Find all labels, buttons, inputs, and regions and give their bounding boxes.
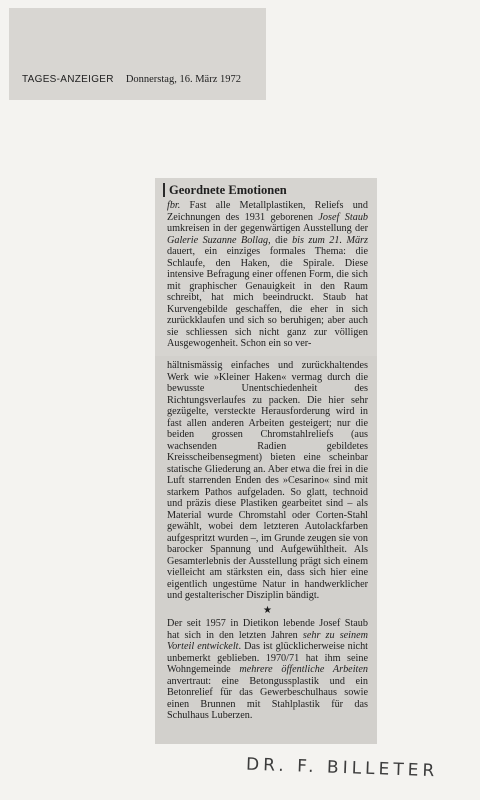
article-clipping-lower (155, 356, 377, 744)
article-paragraph (167, 200, 368, 350)
article-column-upper (167, 200, 368, 350)
article-headline: Geordnete Emotionen (163, 183, 287, 197)
text-run: anvertraut: eine Betongussplastik und ein Betonrelief für das Gewerbeschulhaus sowie einen Brunnen mit Stahlplastik für das Schulhaus Luberzen. (167, 675, 368, 721)
article-column-lower (167, 360, 368, 722)
emphasis-run: fbr. (167, 200, 190, 211)
emphasis-run: Galerie Suzanne Bollag (167, 234, 269, 246)
section-divider-star: ★ (263, 604, 272, 616)
text-run: Fast alle Metallplastiken, Reliefs und Zeichnungen des 1931 geborenen (167, 200, 368, 223)
issue-date: Donnerstag, 16. März 1972 (125, 74, 241, 85)
masthead-clipping (9, 8, 266, 100)
article-paragraph (167, 618, 368, 722)
article-paragraph (167, 360, 368, 602)
newspaper-name: TAGES-ANZEIGER (22, 74, 114, 85)
text-run: Der seit 1957 in Dietikon lebende Josef Staub hat sich in den letzten Jahren (167, 618, 368, 641)
emphasis-run: Josef Staub (318, 211, 369, 223)
text-run: , die (268, 234, 293, 246)
emphasis-run: mehrere öffentliche Arbeiten (239, 664, 368, 675)
text-run: . Das ist glücklicherweise nicht unbemerkt geblieben. 1970/71 hat ihm seine Wohngemeinde (167, 641, 369, 675)
handwritten-signature: DR. F. BILLETER (245, 754, 439, 782)
emphasis-run: bis zum 21. März (292, 234, 368, 246)
article-clipping-upper (155, 178, 377, 356)
emphasis-run: sehr zu seinem Vorteil entwickelt (167, 629, 368, 652)
masthead-line (22, 74, 258, 85)
text-run: umkreisen in der gegenwärtigen Ausstellung der (167, 223, 368, 234)
text-run: hältnismässig einfaches und zurückhaltendes Werk wie »Kleiner Haken« vermag durch die bewusste Unentschiedenheit des Richtungsverlaufes zu packen. Die hier sehr gezügelte, versteckte Herausforderung wird in fast allen anderen Arbeiten gesteigert; nur die beiden grossen Chromstahlreliefs (aus wachsenden Radien gebildetes Kreisscheibensegment) bieten eine scheinbar statische Gliederung an. Aber etwa die frei in die Luft starrenden Enden des »Cesarino« sind mit starkem Pathos aufgeladen. So glatt, technoid und präzis diese Plastiken gearbeitet sind – als Material wurde Chromstahl oder Corten-Stahl gewählt, wobei dem letzteren Autolackfarben aufgespritzt wurden –, im Grunde zeugen sie von barocker Spannung und Aufgewühltheit. Als Gesamterlebnis der Ausstellung prägt sich einem vielleicht am stärksten ein, dass sich hier eine eigentlich ungestüme Natur in handwerklicher und gestalterischer Disziplin bändigt. (167, 360, 368, 601)
text-run: dauert, ein einziges formales Thema: die Schlaufe, den Haken, die Spirale. Diese intensive Befragung einer offenen Form, die sich mit graphischer Genauigkeit in den Raum schreibt, hat mich beeindruckt. Staub hat Kurvengebilde geschaffen, die eher in sich zurückklaufen und sich so beruhigen; aber auch sie schliessen sich nicht ganz zur völligen Ausgewogenheit. Schon ein so ver- (167, 246, 368, 349)
